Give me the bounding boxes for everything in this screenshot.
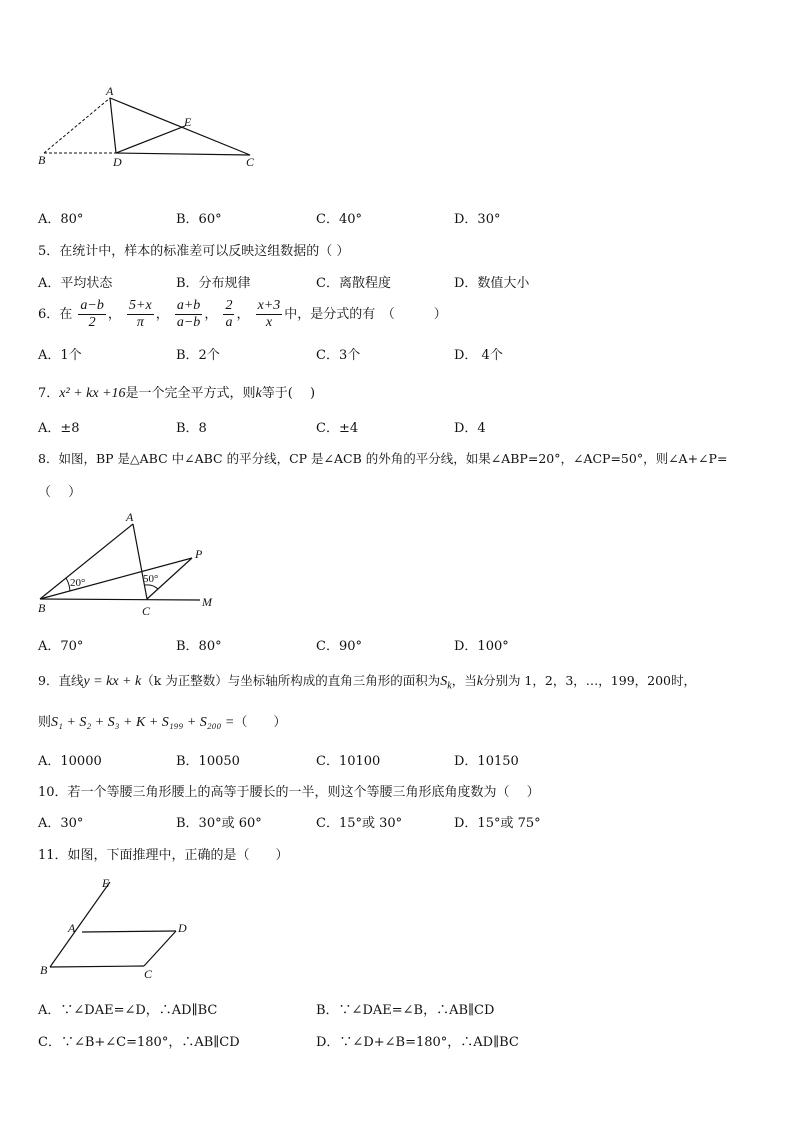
segment-dc [116,153,250,155]
q6-stem [38,298,447,331]
q7-stem [38,382,315,402]
label-b: B [38,153,46,167]
label-a: A [106,84,114,98]
label-b: B [40,963,48,977]
triangle-figure-abcpm [30,508,230,620]
q6-option-a[interactable]: A．1个 [38,348,82,363]
q9-k: k [476,674,483,689]
q5-option-c[interactable]: C．离散程度 [316,276,391,291]
label-p: P [195,547,203,561]
label-e: E [184,115,192,129]
segment-bc [50,966,144,967]
q10-option-c[interactable]: C．15°或 30° [316,816,403,831]
fraction-4-denominator: a [225,315,233,330]
fraction-3 [175,298,202,331]
q8-option-c[interactable]: C．90° [316,639,362,654]
q6-sep: ， [236,307,250,322]
label-b: B [38,601,46,615]
q5-stem: 5．在统计中，样本的标准差可以反映这组数据的（ ） [38,244,350,259]
q9-line1-a: 9．直线 [38,673,84,688]
segment-bm [40,599,200,600]
q9-option-b[interactable]: B．10050 [176,754,240,769]
q6-sep: ， [204,307,218,322]
q9-line-equation: y = kx + k [83,674,142,689]
q8-option-a[interactable]: A．70° [38,639,84,654]
label-e: E [102,876,110,890]
q9-s-symbol: S [440,674,448,689]
q8-option-d[interactable]: D．100° [454,639,509,654]
q5-option-a[interactable]: A．平均状态 [38,276,113,291]
q7-k: k [255,386,262,401]
fraction-2-denominator: π [136,315,144,330]
q9-option-a[interactable]: A．10000 [38,754,102,769]
q10-option-d[interactable]: D．15°或 75° [454,816,541,831]
q9-option-c[interactable]: C．10100 [316,754,381,769]
angle-label-acp: 50° [143,573,159,585]
segment-ad [82,931,176,932]
q7-option-a[interactable]: A．±8 [38,421,80,436]
label-d: D [113,155,122,169]
label-a: A [126,510,134,524]
q9-stem-line2 [38,711,286,731]
fraction-2-numerator: 5+x [129,298,152,313]
segment-ba [44,98,110,153]
q8-stem-line1: 8．如图，BP 是△ABC 中∠ABC 的平分线，CP 是∠ACB 的外角的平分线，如果∠ABP=20°，∠ACP=50°，则∠A+∠P= [38,451,728,466]
q9-option-d[interactable]: D．10150 [454,754,519,769]
fraction-5 [256,298,283,331]
triangle-figure-abcde [30,82,270,174]
label-d: D [178,921,187,935]
label-c: C [142,604,151,618]
segment-ac [110,98,250,155]
parallelogram-figure-abcde [34,874,204,986]
q11-option-d[interactable]: D．∵∠D+∠B=180°，∴AD∥BC [316,1035,519,1050]
q9-s-subscript: k [447,680,452,692]
q11-stem: 11．如图，下面推理中，正确的是（ ） [38,848,289,863]
q9-stem-line1 [38,671,696,692]
q9-line2-a: 则 [38,715,52,730]
label-a: A [68,921,76,935]
q7-option-c[interactable]: C．±4 [316,421,359,436]
label-c: C [246,155,255,169]
segment-ad [110,98,116,153]
q9-sum-expression: S₁ + S₂ + S₃ + K + S₁₉₉ + S₂₀₀ = [51,715,235,730]
q7-expression: x² + kx +16 [59,386,126,401]
ray-be [50,882,110,967]
q5-option-b[interactable]: B．分布规律 [176,276,251,291]
fraction-3-denominator: a−b [176,315,201,330]
q4-option-b[interactable]: B．60° [176,212,222,227]
q7-number: 7． [38,386,60,401]
q8-option-b[interactable]: B．80° [176,639,222,654]
q4-option-a[interactable]: A．80° [38,212,84,227]
q6-sep: ， [155,307,169,322]
segment-ac [133,524,147,599]
fraction-1-numerator: a−b [80,298,104,313]
label-c: C [144,967,153,981]
q10-option-a[interactable]: A．30° [38,816,84,831]
q5-option-d[interactable]: D．数值大小 [454,276,530,291]
q11-option-c[interactable]: C．∵∠B+∠C=180°，∴AB∥CD [38,1035,240,1050]
q6-sep: ， [107,307,121,322]
q11-option-a[interactable]: A．∵∠DAE=∠D，∴AD∥BC [38,1003,218,1018]
q10-stem: 10．若一个等腰三角形腰上的高等于腰长的一半，则这个等腰三角形底角度数为（ ） [38,785,540,800]
q10-option-b[interactable]: B．30°或 60° [176,816,262,831]
q7-mid: 是一个完全平方式，则 [125,386,256,401]
q6-option-d[interactable]: D． 4个 [454,348,503,363]
segment-dc [144,931,176,966]
q6-suffix: 中，是分式的有 （ ） [284,307,447,322]
fraction-5-numerator: x+3 [257,298,281,313]
fraction-4-numerator: 2 [225,298,233,313]
fraction-5-denominator: x [265,315,273,330]
q4-option-d[interactable]: D．30° [454,212,501,227]
fraction-3-numerator: a+b [176,298,201,313]
q4-option-c[interactable]: C．40° [316,212,362,227]
fraction-1-denominator: 2 [88,315,96,330]
q8-stem-line2: （ ） [38,485,82,500]
q9-line1-b: （k 为正整数）与坐标轴所构成的直角三角形的面积为 [141,673,441,688]
segment-de [116,126,185,153]
q7-tail: 等于( ) [261,386,316,401]
q6-option-c[interactable]: C．3个 [316,348,361,363]
q7-option-d[interactable]: D．4 [454,421,486,436]
fraction-1 [78,298,105,331]
q9-line1-d: 分别为 1，2，3，…，199，200时， [482,673,697,688]
q9-line2-b: （ ） [234,715,287,730]
fraction-4 [223,298,234,331]
angle-label-abp: 20° [70,577,86,589]
q11-option-b[interactable]: B．∵∠DAE=∠B，∴AB∥CD [316,1003,495,1018]
fraction-2 [127,298,154,331]
q9-line1-c: ，当 [451,673,477,688]
angle-arc-c [145,585,158,589]
segment-ab [40,524,133,599]
label-m: M [202,595,212,609]
q7-option-b[interactable]: B．8 [176,421,207,436]
q6-prefix: 6．在 [38,307,73,322]
q6-option-b[interactable]: B．2个 [176,348,220,363]
